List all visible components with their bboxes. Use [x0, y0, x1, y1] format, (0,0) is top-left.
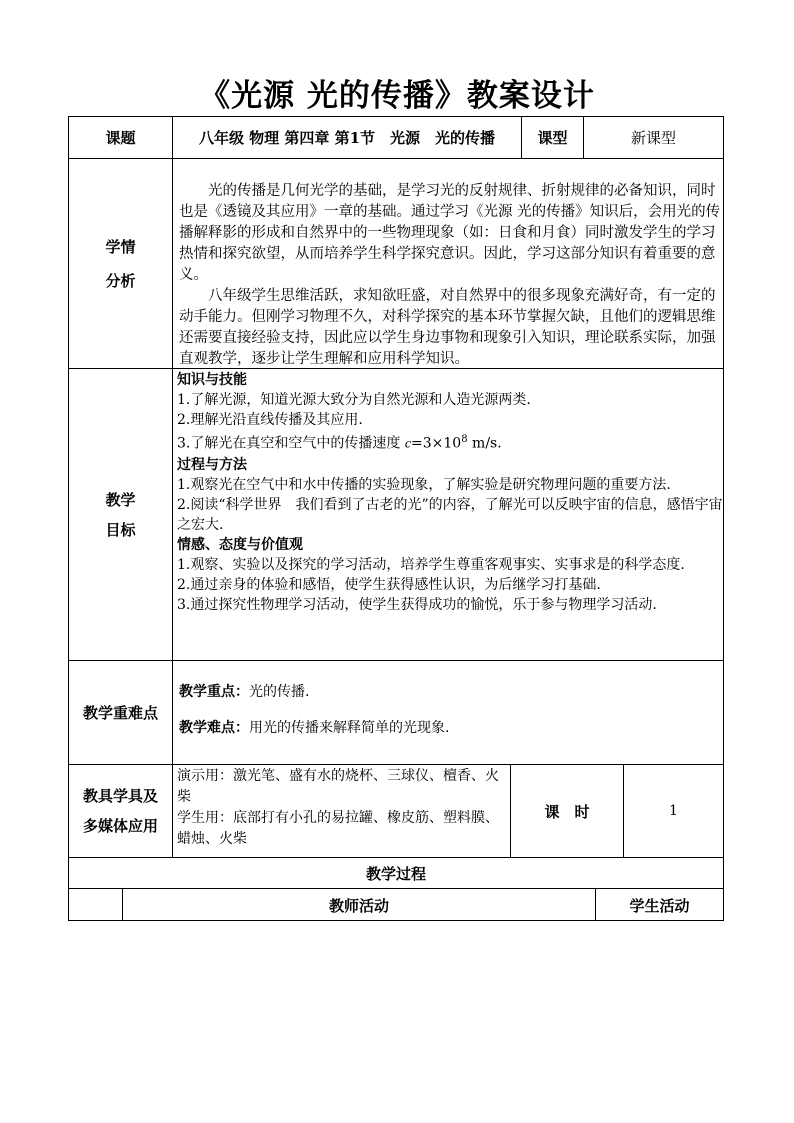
tools-label-line2: 多媒体应用 — [82, 817, 158, 835]
knowledge-title: 知识与技能 — [177, 372, 247, 388]
analysis-label-line2: 分析 — [105, 271, 136, 290]
analysis-label-line1: 学情 — [105, 237, 136, 256]
tools-content — [177, 766, 507, 850]
process-item-2: 2.阅读“科学世界 我们看到了古老的光”的内容，了解光可以反映宇宙的信息，感悟宇宙之宏大. — [177, 496, 723, 533]
knowledge-item-3 — [177, 430, 723, 455]
document-title: 《光源 光的传播》教案设计 — [199, 78, 595, 114]
attitude-item-1: 1.观察、实验以及探究的学习活动，培养学生尊重客观事实、实事求是的科学态度. — [177, 556, 685, 573]
keypoints-content — [179, 682, 719, 738]
process-method-title: 过程与方法 — [177, 456, 247, 473]
hours-value: 1 — [669, 803, 678, 819]
attitude-item-3: 3.通过探究性物理学习活动，使学生获得成功的愉悦，乐于参与物理学习活动. — [177, 596, 657, 613]
attitude-item-2: 2.通过亲身的体验和感悟，使学生获得感性认识，为后继学习打基础. — [177, 576, 601, 593]
teacher-activity-header: 教师活动 — [328, 896, 389, 915]
speed-equation: =3×10 — [411, 435, 462, 452]
tools-label-line1: 教具学具及 — [82, 787, 158, 805]
type-label: 课型 — [537, 129, 568, 147]
knowledge-item-2: 2.理解光沿直线传播及其应用. — [177, 412, 363, 428]
type-value: 新课型 — [630, 129, 676, 147]
process-item-1: 1.观察光在空气中和水中传播的实验现象，了解实验是研究物理问题的重要方法. — [177, 476, 671, 493]
tools-label — [69, 765, 172, 857]
difficulty-line — [179, 718, 719, 738]
lesson-label: 课题 — [105, 129, 136, 147]
hours-label: 课 时 — [544, 802, 590, 821]
analysis-para-1: 光的传播是几何光学的基础，是学习光的反射规律、折射规律的必备知识，同时也是《透镜及其应用》一章的基础。通过学习《光源 光的传播》知识后，会用光的传播解释影的形成和自然界中的一些物理现象（如：日食和月食）同时激发学生的学习热情和探究欲望，从而培养学生科学探究意识。因此，学习这部分知识有着重要的意义。 — [179, 183, 721, 283]
tools-demo: 演示用：激光笔、盛有水的烧杯、三球仪、檀香、火柴 — [177, 768, 499, 805]
focus-text: 光的传播. — [249, 684, 310, 700]
knowledge-item-1: 1.了解光源，知道光源大致分为自然光源和人造光源两类. — [177, 392, 531, 408]
lesson-plan-table — [68, 116, 724, 921]
focus-label: 教学重点： — [179, 684, 249, 700]
knowledge-item-3-prefix: 3.了解光在真空和空气中的传播速度 — [177, 435, 405, 452]
goals-label-line1: 教学 — [105, 490, 136, 509]
difficulty-label: 教学难点： — [179, 720, 249, 736]
tools-student: 学生用：底部打有小孔的易拉罐、橡皮筋、塑料膜、蜡烛、火柴 — [177, 810, 499, 847]
speed-exponent: 8 — [461, 434, 468, 445]
goals-content — [177, 370, 723, 615]
lesson-text: 八年级 物理 第四章 第1节 光源 光的传播 — [198, 129, 496, 147]
attitude-title: 情感、态度与价值观 — [177, 536, 303, 553]
focus-line — [179, 682, 719, 702]
speed-unit: m/s. — [467, 435, 502, 452]
analysis-content — [179, 181, 721, 370]
analysis-label — [69, 159, 172, 368]
goals-label — [69, 369, 172, 660]
student-activity-header: 学生活动 — [629, 896, 690, 915]
difficulty-text: 用光的传播来解释简单的光现象. — [249, 720, 450, 736]
speed-symbol: c — [404, 436, 412, 452]
keypoints-label: 教学重难点 — [82, 704, 158, 722]
goals-label-line2: 目标 — [105, 520, 136, 539]
process-title: 教学过程 — [365, 864, 426, 883]
analysis-para-2: 八年级学生思维活跃，求知欲旺盛，对自然界中的很多现象充满好奇，有一定的动手能力。但刚学习物理不久，对科学探究的基本环节掌握欠缺，且他们的逻辑思维还需要直接经验支持，因此应以学生身边事物和现象引入知识，理论联系实际，加强直观教学，逐步让学生理解和应用科学知识。 — [179, 288, 716, 367]
